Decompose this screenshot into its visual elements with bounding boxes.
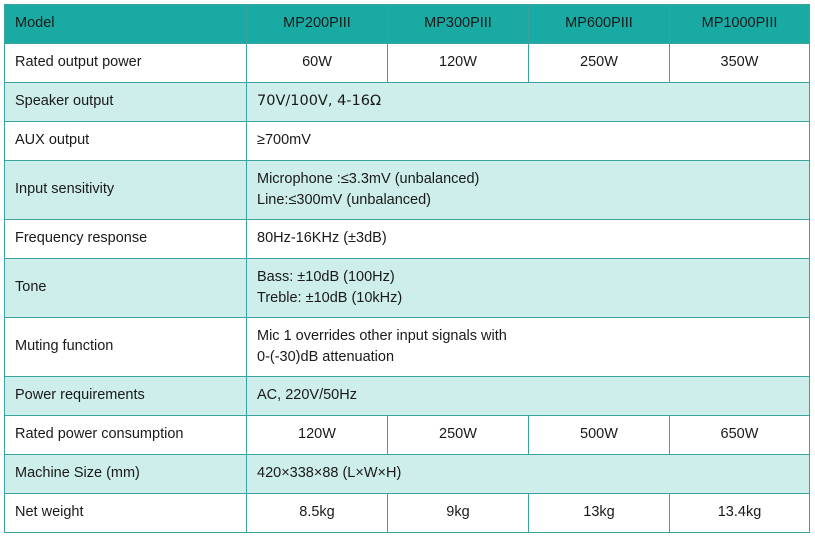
table-row: [5, 161, 810, 220]
table-header-row: [5, 5, 810, 44]
row-label-machine-size: Machine Size (mm): [5, 455, 247, 494]
cell-rated-power-consumption-3: 500W: [529, 416, 670, 455]
cell-rated-output-power-4: 350W: [670, 44, 810, 83]
cell-net-weight-4: 13.4kg: [670, 494, 810, 533]
table-row: [5, 220, 810, 259]
cell-rated-output-power-2: 120W: [388, 44, 529, 83]
cell-muting-function-line2: 0-(-30)dB attenuation: [257, 349, 395, 365]
cell-input-sensitivity-line2: Line:≤300mV (unbalanced): [257, 192, 432, 208]
cell-net-weight-2: 9kg: [388, 494, 529, 533]
row-label-speaker-output: Speaker output: [5, 83, 247, 122]
row-label-power-requirements: Power requirements: [5, 377, 247, 416]
cell-tone: [247, 259, 810, 318]
row-label-aux-output: AUX output: [5, 122, 247, 161]
specifications-table: [4, 4, 810, 533]
row-label-input-sensitivity: Input sensitivity: [5, 161, 247, 220]
cell-rated-power-consumption-4: 650W: [670, 416, 810, 455]
table-row: [5, 377, 810, 416]
cell-tone-line1: Bass: ±10dB (100Hz): [257, 268, 395, 285]
row-label-muting-function: Muting function: [5, 318, 247, 377]
header-cell-model-1: MP200PIII: [247, 5, 388, 44]
cell-net-weight-3: 13kg: [529, 494, 670, 533]
cell-input-sensitivity-line1: Microphone :≤3.3mV (unbalanced): [257, 170, 480, 187]
table-row: [5, 318, 810, 377]
cell-tone-line2: Treble: ±10dB (10kHz): [257, 290, 403, 306]
cell-rated-output-power-3: 250W: [529, 44, 670, 83]
cell-speaker-output: 70V/100V, 4-16Ω: [247, 83, 810, 122]
header-cell-model-4: MP1000PIII: [670, 5, 810, 44]
row-label-rated-output-power: Rated output power: [5, 44, 247, 83]
header-cell-model: Model: [5, 5, 247, 44]
cell-muting-function-line1: Mic 1 overrides other input signals with: [257, 327, 507, 344]
cell-input-sensitivity: [247, 161, 810, 220]
cell-rated-output-power-1: 60W: [247, 44, 388, 83]
cell-rated-power-consumption-2: 250W: [388, 416, 529, 455]
table-row: [5, 416, 810, 455]
cell-aux-output: ≥700mV: [247, 122, 810, 161]
row-label-net-weight: Net weight: [5, 494, 247, 533]
row-label-frequency-response: Frequency response: [5, 220, 247, 259]
cell-net-weight-1: 8.5kg: [247, 494, 388, 533]
row-label-tone: Tone: [5, 259, 247, 318]
row-label-rated-power-consumption: Rated power consumption: [5, 416, 247, 455]
cell-muting-function: [247, 318, 810, 377]
cell-frequency-response: 80Hz-16KHz (±3dB): [247, 220, 810, 259]
table-row: [5, 494, 810, 533]
table-row: [5, 455, 810, 494]
table-row: [5, 122, 810, 161]
cell-rated-power-consumption-1: 120W: [247, 416, 388, 455]
table-row: [5, 44, 810, 83]
cell-power-requirements: AC, 220V/50Hz: [247, 377, 810, 416]
header-cell-model-2: MP300PIII: [388, 5, 529, 44]
cell-machine-size: 420×338×88 (L×W×H): [247, 455, 810, 494]
table-row: [5, 259, 810, 318]
table-row: [5, 83, 810, 122]
header-cell-model-3: MP600PIII: [529, 5, 670, 44]
